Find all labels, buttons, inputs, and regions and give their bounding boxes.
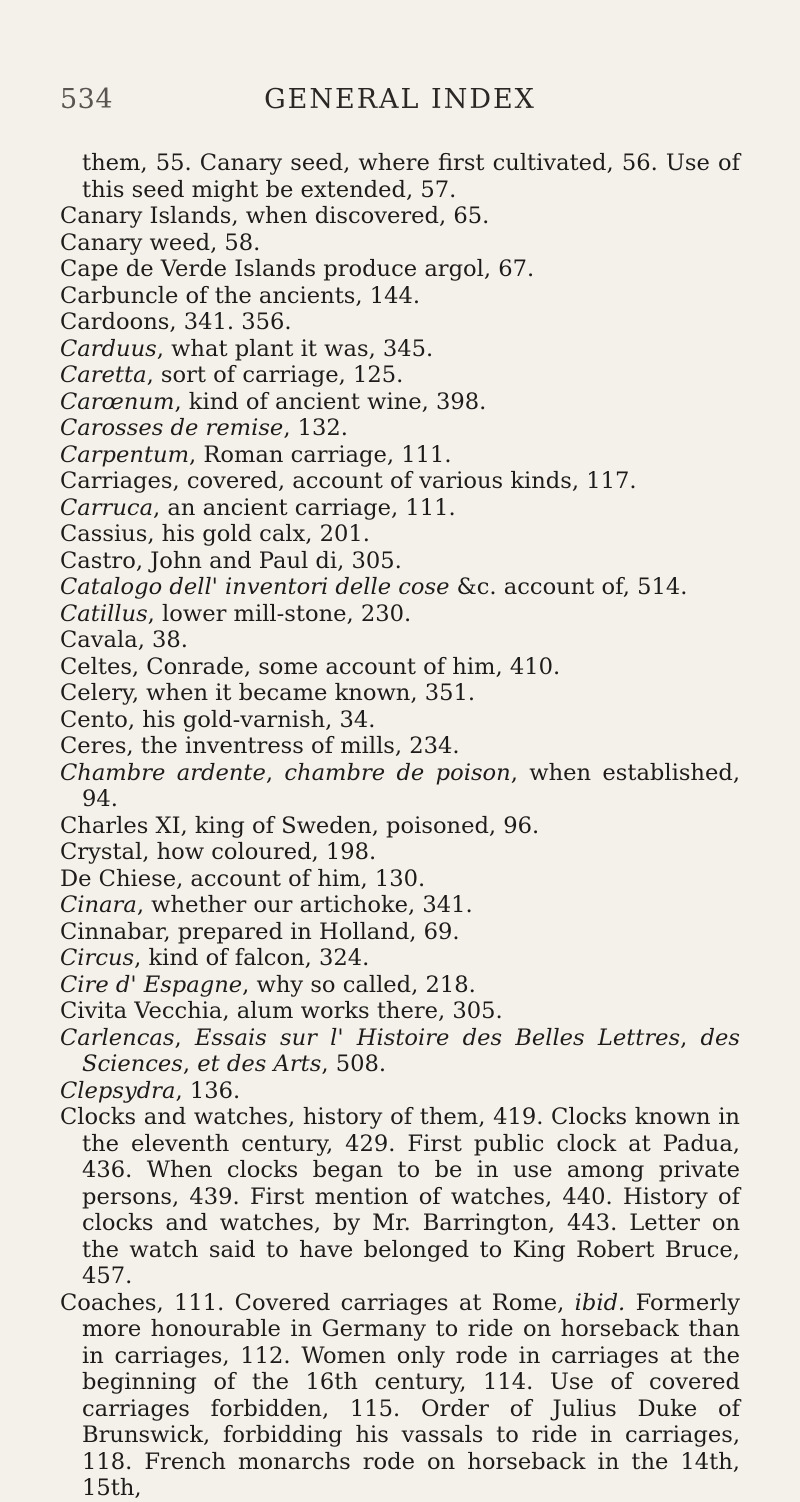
entry-text: Castro, John and Paul di, 305. xyxy=(60,547,402,574)
entry-text: , lower mill-stone, 230. xyxy=(147,600,412,627)
entry-text: Celtes, Conrade, some account of him, 410. xyxy=(60,653,561,680)
entry-text: Coaches, 111. Covered carriages at Rome, xyxy=(60,1289,575,1316)
index-entries xyxy=(60,150,740,1502)
index-entry xyxy=(60,627,740,654)
index-entry xyxy=(60,468,740,495)
entry-text: Cavala, 38. xyxy=(60,627,188,653)
italic-text: Catillus xyxy=(60,600,148,627)
entry-text: , Roman carriage, 111. xyxy=(189,441,452,468)
entry-text: , sort of carriage, 125. xyxy=(146,362,404,388)
index-entry xyxy=(60,945,740,972)
index-entry xyxy=(60,150,740,203)
italic-text: chambre de poison xyxy=(284,759,511,786)
entry-text: &c. account of, 514. xyxy=(449,574,688,600)
index-entry xyxy=(60,919,740,946)
entry-text: , xyxy=(174,1024,195,1051)
italic-text: Cinara xyxy=(60,892,137,918)
entry-text: them, 55. Canary seed, where first cultivated, 56. Use of this seed might be extended, 57. xyxy=(82,150,740,203)
italic-text: Carruca xyxy=(60,494,154,521)
index-entry xyxy=(60,1104,740,1290)
entry-text: , 136. xyxy=(175,1077,241,1104)
index-entry xyxy=(60,1290,740,1502)
italic-text: Clepsydra xyxy=(60,1077,176,1104)
index-entry xyxy=(60,415,740,442)
page-number: 534 xyxy=(60,84,114,115)
entry-text: Ceres, the inventress of mills, 234. xyxy=(60,733,460,759)
page-header xyxy=(60,84,740,124)
entry-text: Cento, his gold-varnish, 34. xyxy=(60,706,376,733)
entry-text: , 508. xyxy=(321,1051,386,1077)
index-entry xyxy=(60,336,740,363)
entry-text: Cassius, his gold calx, 201. xyxy=(60,521,370,547)
italic-text: Cire d' Espagne xyxy=(60,971,243,998)
index-entry xyxy=(60,442,740,469)
index-entry xyxy=(60,283,740,310)
index-entry xyxy=(60,309,740,336)
index-entry xyxy=(60,495,740,522)
italic-text: ibid. xyxy=(574,1289,626,1316)
index-entry xyxy=(60,839,740,866)
entry-text: Canary Islands, when discovered, 65. xyxy=(60,203,490,229)
entry-text: , an ancient carriage, 111. xyxy=(153,494,456,521)
italic-text: Carosses de remise xyxy=(60,415,284,441)
italic-text: Circus xyxy=(60,945,135,971)
index-entry xyxy=(60,972,740,999)
entry-text: Cardoons, 341. 356. xyxy=(60,309,292,335)
index-entry xyxy=(60,654,740,681)
index-entry xyxy=(60,813,740,840)
entry-text: Carbuncle of the ancients, 144. xyxy=(60,282,421,309)
running-head: GENERAL INDEX xyxy=(264,84,536,115)
italic-text: des Sciences xyxy=(82,1024,740,1077)
italic-text: Catalogo dell' inventori delle cose xyxy=(60,574,450,600)
index-entry xyxy=(60,866,740,893)
index-entry xyxy=(60,998,740,1025)
entry-text: Civita Vecchia, alum works there, 305. xyxy=(60,998,503,1024)
entry-text: Cape de Verde Islands produce argol, 67. xyxy=(60,256,535,282)
entry-text: Formerly more honourable in Germany to ride on horseback than in carriages, 112. Women only rode in carriages at the beginning of the 16th century, 114. Use of covered carriages forbidden, 115. Order of Julius Duke of Brunswick, forbidding his vassals to ride in carriages, 118. French monarchs rode on horseback in the 14th, 15th, xyxy=(82,1289,740,1501)
entry-text: , 132. xyxy=(283,415,348,441)
entry-text: Cinnabar, prepared in Holland, 69. xyxy=(60,918,460,945)
italic-text: Carpentum xyxy=(60,441,189,468)
index-entry xyxy=(60,1025,740,1078)
entry-text: , kind of ancient wine, 398. xyxy=(174,388,487,415)
entry-text: , what plant it was, 345. xyxy=(156,335,434,362)
entry-text: , xyxy=(182,1051,198,1077)
index-entry xyxy=(60,680,740,707)
italic-text: et des Arts xyxy=(197,1051,322,1077)
italic-text: Chambre ardente xyxy=(60,759,266,786)
entry-text: , kind of falcon, 324. xyxy=(134,945,370,971)
index-entry xyxy=(60,362,740,389)
index-entry xyxy=(60,256,740,283)
entry-text: Clocks and watches, history of them, 419. Clocks known in the eleventh century, 429. First public clock at Padua, 436. When clocks began to be in use among private persons, 439. First mention of watches, 440. History of clocks and watches, by Mr. Barrington, 443. Letter on the watch said to have belonged to King Robert Bruce, 457. xyxy=(60,1104,740,1289)
entry-text: Carriages, covered, account of various kinds, 117. xyxy=(60,468,637,494)
italic-text: Caretta xyxy=(60,362,147,388)
index-entry xyxy=(60,521,740,548)
index-entry xyxy=(60,892,740,919)
entry-text: , why so called, 218. xyxy=(242,971,476,998)
entry-text: De Chiese, account of him, 130. xyxy=(60,865,426,892)
index-entry xyxy=(60,548,740,575)
italic-text: Carœnum xyxy=(60,388,175,415)
index-entry xyxy=(60,733,740,760)
entry-text: Crystal, how coloured, 198. xyxy=(60,839,377,865)
index-entry xyxy=(60,601,740,628)
index-entry xyxy=(60,574,740,601)
index-entry xyxy=(60,707,740,734)
entry-text: , xyxy=(265,759,285,786)
entry-text: Charles XI, king of Sweden, poisoned, 96. xyxy=(60,812,540,839)
italic-text: Carduus xyxy=(60,335,157,362)
entry-text: , xyxy=(680,1024,701,1051)
index-entry xyxy=(60,1078,740,1105)
index-entry xyxy=(60,389,740,416)
entry-text: , when established, 94. xyxy=(82,759,740,812)
italic-text: Essais sur l' Histoire des Belles Lettres xyxy=(194,1024,681,1051)
entry-text: , whether our artichoke, 341. xyxy=(136,892,473,918)
index-entry xyxy=(60,230,740,257)
entry-text: Canary weed, 58. xyxy=(60,229,261,256)
entry-text: Celery, when it became known, 351. xyxy=(60,680,476,706)
index-entry xyxy=(60,760,740,813)
italic-text: Carlencas xyxy=(60,1024,175,1051)
index-entry xyxy=(60,203,740,230)
